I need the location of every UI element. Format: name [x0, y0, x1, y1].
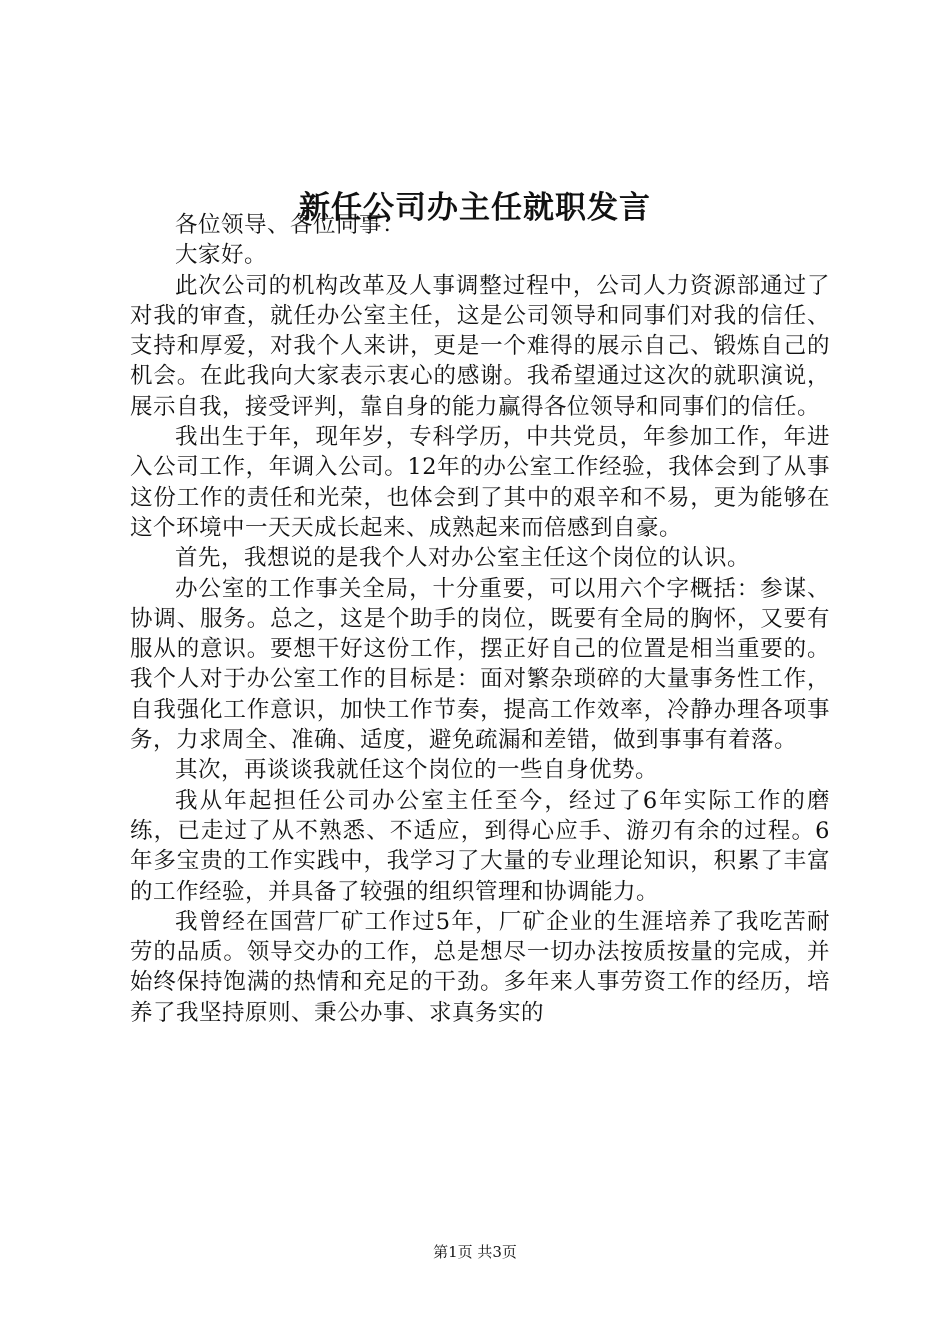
- paragraph-factory-work: 我曾经在国营厂矿工作过5年，厂矿企业的生涯培养了我吃苦耐劳的品质。领导交办的工作，总是想尽一切办法按质按量的完成，并始终保持饱满的热情和充足的干劲。多年来人事劳资工作的经历，培养了我坚持原则、秉公办事、求真务实的: [130, 908, 830, 1026]
- paragraph-first-point: 首先，我想说的是我个人对办公室主任这个岗位的认识。: [175, 545, 751, 572]
- document-title: 新任公司办主任就职发言: [299, 190, 651, 226]
- paragraph-office-role: 办公室的工作事关全局，十分重要，可以用六个字概括：参谋、协调、服务。总之，这是个助手的岗位，既要有全局的胸怀，又要有服从的意识。要想干好这份工作，摆正好自己的位置是相当重要的。我个人对于办公室工作的目标是：面对繁杂琐碎的大量事务性工作，自我强化工作意识，加快工作节奏，提高工作效率，冷静办理各项事务，力求周全、准确、适度，避免疏漏和差错，做到事事有着落。: [130, 575, 830, 754]
- paragraph-salutation: 各位领导、各位同事：: [175, 212, 406, 238]
- document-body: [130, 210, 830, 1028]
- paragraph-background: 我出生于年，现年岁，专科学历，中共党员，年参加工作，年进入公司工作，年调入公司。12年的办公室工作经验，我体会到了从事这份工作的责任和光荣，也体会到了其中的艰辛和不易，更为能够在这个环境中一天天成长起来、成熟起来而倍感到自豪。: [130, 424, 830, 541]
- page-number-footer: 第1页 共3页: [433, 1243, 517, 1261]
- paragraph-second-point: 其次，再谈谈我就任这个岗位的一些自身优势。: [175, 757, 659, 784]
- paragraph-experience: 我从年起担任公司办公室主任至今，经过了6年实际工作的磨练，已走过了从不熟悉、不适应，到得心应手、游刃有余的过程。6年多宝贵的工作实践中，我学习了大量的专业理论知识，积累了丰富的工作经验，并具备了较强的组织管理和协调能力。: [130, 787, 830, 905]
- paragraph-introduction: 此次公司的机构改革及人事调整过程中，公司人力资源部通过了对我的审查，就任办公室主任，这是公司领导和同事们对我的信任、支持和厚爱，对我个人来讲，更是一个难得的展示自己、锻炼自己的机会。在此我向大家表示衷心的感谢。我希望通过这次的就职演说，展示自我，接受评判，靠自身的能力赢得各位领导和同事们的信任。: [130, 272, 830, 420]
- paragraph-greeting: 大家好。: [175, 242, 268, 269]
